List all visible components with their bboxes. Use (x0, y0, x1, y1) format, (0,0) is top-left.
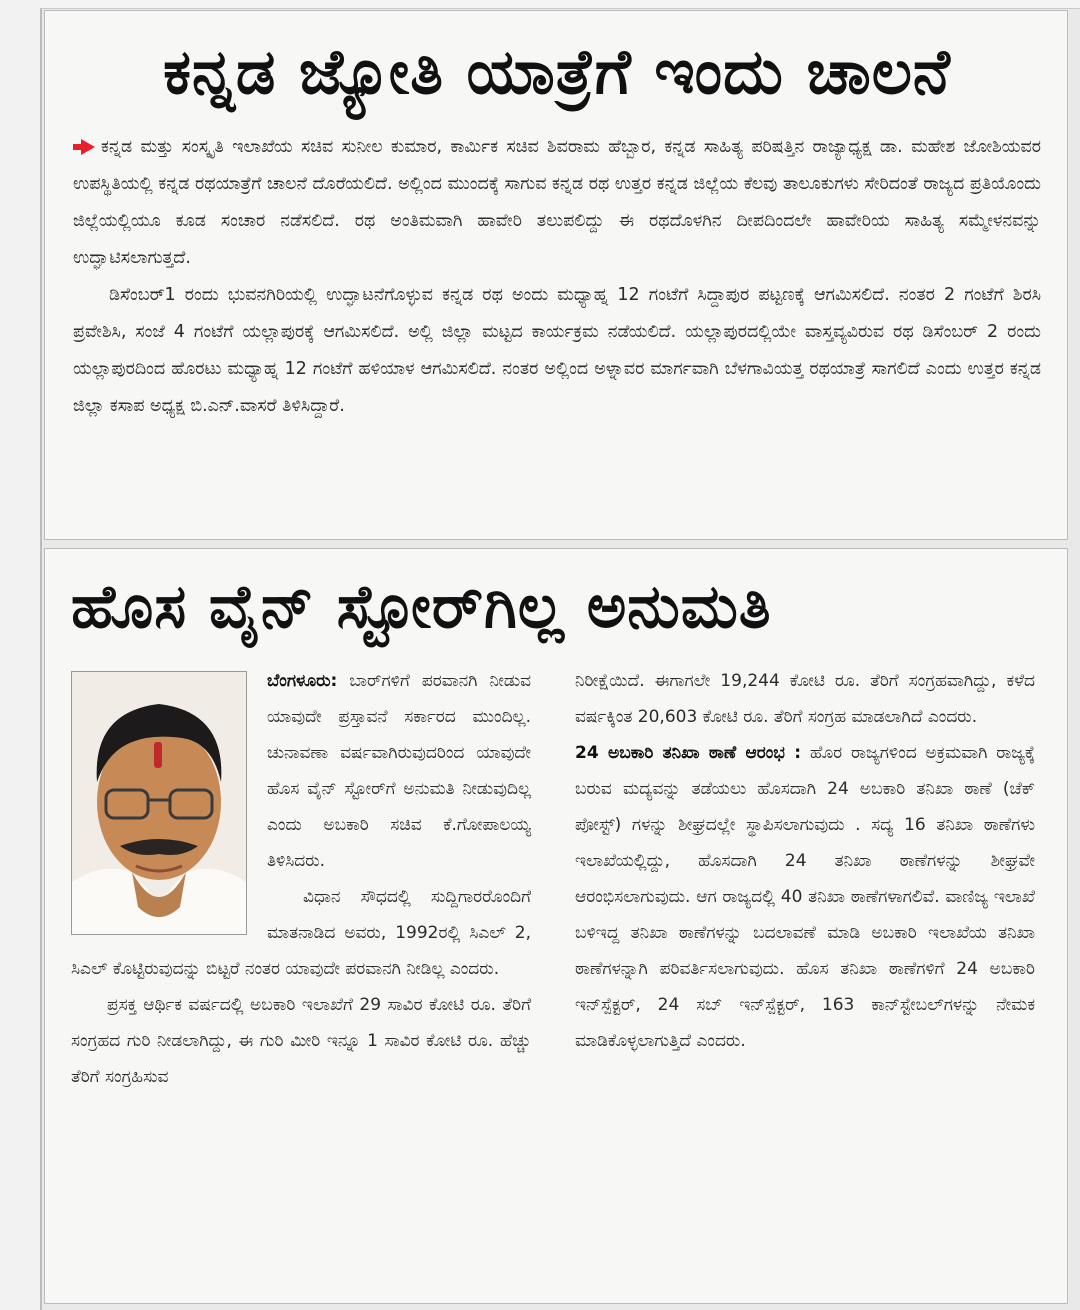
red-arrow-icon (73, 137, 101, 157)
minister-photo (71, 671, 247, 935)
article2-col1-para1 (71, 663, 531, 879)
article2-col2-para2 (575, 735, 1035, 1059)
article-wine-store (44, 548, 1068, 1304)
article2-headline: ಹೊಸ ವೈನ್ ಸ್ಟೋರ್‌ಗಿಲ್ಲ ಅನುಮತಿ (71, 572, 772, 642)
article2-column-left (71, 663, 531, 1095)
article2-col1-para1-text: ಬಾರ್‌ಗಳಿಗೆ ಪರವಾನಗಿ ನೀಡುವ ಯಾವುದೇ ಪ್ರಸ್ತಾವನೆ ಸರ್ಕಾರದ ಮುಂದಿಲ್ಲ. ಚುನಾವಣಾ ವರ್ಷವಾಗಿರುವುದರಿಂದ ಯಾವುದೇ ಹೊಸ ವೈನ್ ಸ್ಟೋರ್‌ಗೆ ಅನುಮತಿ ನೀಡುವುದಿಲ್ಲ ಎಂದು ಅಬಕಾರಿ ಸಚಿವ ಕೆ.ಗೋಪಾಲಯ್ಯ ತಿಳಿಸಿದರು. (267, 671, 532, 871)
article2-col2-para2-text: ಹೊರ ರಾಜ್ಯಗಳಿಂದ ಅಕ್ರಮವಾಗಿ ರಾಜ್ಯಕ್ಕೆ ಬರುವ ಮದ್ಯವನ್ನು ತಡೆಯಲು ಹೊಸದಾಗಿ 24 ಅಬಕಾರಿ ತನಿಖಾ ಠಾಣೆ (ಚೆಕ್ ಪೋಸ್ಟ್) ಗಳನ್ನು ಶೀಘ್ರದಲ್ಲೇ ಸ್ಥಾಪಿಸಲಾಗುವುದು . ಸದ್ಯ 16 ತನಿಖಾ ಠಾಣೆಗಳು ಇಲಾಖೆಯಲ್ಲಿದ್ದು, ಹೊಸದಾಗಿ 24 ತನಿಖಾ ಠಾಣೆಗಳನ್ನು ಶೀಘ್ರವೇ ಆರಂಭಿಸಲಾಗುವುದು. ಆಗ ರಾಜ್ಯದಲ್ಲಿ 40 ತನಿಖಾ ಠಾಣೆಗಳಾಗಲಿವೆ. ವಾಣಿಜ್ಯ ಇಲಾಖೆ ಬಳಿಇದ್ದ ತನಿಖಾ ಠಾಣೆಗಳನ್ನು ಬದಲಾವಣೆ ಮಾಡಿ ಅಬಕಾರಿ ಇಲಾಖೆಯ ತನಿಖಾ ಠಾಣೆಗಳನ್ನಾಗಿ ಪರಿವರ್ತಿಸಲಾಗುವುದು. ಹೊಸ ತನಿಖಾ ಠಾಣೆಗಳಿಗೆ 24 ಅಬಕಾರಿ ಇನ್‌ಸ್ಪೆಕ್ಟರ್, 24 ಸಬ್ ಇನ್‌ಸ್ಪೆಕ್ಟರ್, 163 ಕಾನ್‌ಸ್ಟೇಬಲ್‌ಗಳನ್ನು ನೇಮಕ ಮಾಡಿಕೊಳ್ಳಲಾಗುತ್ತಿದೆ ಎಂದರು. (575, 743, 1036, 1051)
article2-col1-para3: ಪ್ರಸಕ್ತ ಆರ್ಥಿಕ ವರ್ಷದಲ್ಲಿ ಅಬಕಾರಿ ಇಲಾಖೆಗೆ 29 ಸಾವಿರ ಕೋಟಿ ರೂ. ತೆರಿಗೆ ಸಂಗ್ರಹದ ಗುರಿ ನೀಡಲಾಗಿದ್ದು, ಈ ಗುರಿ ಮೀರಿ ಇನ್ನೂ 1 ಸಾವಿರ ಕೋಟಿ ರೂ. ಹೆಚ್ಚು ತೆರಿಗೆ ಸಂಗ್ರಹಿಸುವ (71, 995, 531, 1087)
minister-portrait (72, 672, 246, 934)
article2-col2-para1: ನಿರೀಕ್ಷೆಯಿದೆ. ಈಗಾಗಲೇ 19,244 ಕೋಟಿ ರೂ. ತೆರಿಗೆ ಸಂಗ್ರಹವಾಗಿದ್ದು, ಕಳೆದ ವರ್ಷಕ್ಕಿಂತ 20,603 ಕೋಟಿ ರೂ. ತೆರಿಗೆ ಸಂಗ್ರಹ ಮಾಡಲಾಗಿದೆ ಎಂದರು. (575, 671, 1035, 727)
article1-headline: ಕನ್ನಡ ಜ್ಯೋತಿ ಯಾತ್ರೆಗೆ ಇಂದು ಚಾಲನೆ (163, 35, 951, 108)
page-margin-top (40, 0, 1080, 9)
article-kannada-jyothi (44, 10, 1068, 540)
article1-para2: ಡಿಸೆಂಬರ್1 ರಂದು ಭುವನಗಿರಿಯಲ್ಲಿ ಉದ್ಘಾಟನೆಗೊಳ್ಳುವ ಕನ್ನಡ ರಥ ಅಂದು ಮಧ್ಯಾಹ್ನ 12 ಗಂಟೆಗೆ ಸಿದ್ದಾಪುರ ಪಟ್ಟಣಕ್ಕೆ ಆಗಮಿಸಲಿದೆ. ನಂತರ 2 ಗಂಟೆಗೆ ಶಿರಸಿ ಪ್ರವೇಶಿಸಿ, ಸಂಜೆ 4 ಗಂಟೆಗೆ ಯಲ್ಲಾಪುರಕ್ಕೆ ಆಗಮಿಸಲಿದೆ. ಅಲ್ಲಿ ಜಿಲ್ಲಾ ಮಟ್ಟದ ಕಾರ್ಯಕ್ರಮ ನಡೆಯಲಿದೆ. ಯಲ್ಲಾಪುರದಲ್ಲಿಯೇ ವಾಸ್ತವ್ಯವಿರುವ ರಥ ಡಿಸೆಂಬರ್ 2 ರಂದು ಯಲ್ಲಾಪುರದಿಂದ ಹೊರಟು ಮಧ್ಯಾಹ್ನ 12 ಗಂಟೆಗೆ ಹಳಿಯಾಳ ಆಗಮಿಸಲಿದೆ. ನಂತರ ಅಲ್ಲಿಂದ ಅಳ್ನಾವರ ಮಾರ್ಗವಾಗಿ ಬೆಳಗಾವಿಯತ್ತ ರಥಯಾತ್ರೆ ಸಾಗಲಿದೆ ಎಂದು ಉತ್ತರ ಕನ್ನಡ ಜಿಲ್ಲಾ ಕಸಾಪ ಅಧ್ಯಕ್ಷ ಬಿ.ಎನ್.ವಾಸರೆ ತಿಳಿಸಿದ್ದಾರೆ. (73, 285, 1041, 416)
page-margin-left (0, 0, 42, 1310)
article2-columns (71, 663, 1041, 1095)
article1-para1 (73, 129, 1041, 277)
article1-para1-text: ಕನ್ನಡ ಮತ್ತು ಸಂಸ್ಕೃತಿ ಇಲಾಖೆಯ ಸಚಿವ ಸುನೀಲ ಕುಮಾರ, ಕಾರ್ಮಿಕ ಸಚಿವ ಶಿವರಾಮ ಹೆಬ್ಬಾರ, ಕನ್ನಡ ಸಾಹಿತ್ಯ ಪರಿಷತ್ತಿನ ರಾಜ್ಯಾಧ್ಯಕ್ಷ ಡಾ. ಮಹೇಶ ಜೋಶಿಯವರ ಉಪಸ್ಥಿತಿಯಲ್ಲಿ ಕನ್ನಡ ರಥಯಾತ್ರೆಗೆ ಚಾಲನೆ ದೊರೆಯಲಿದೆ. ಅಲ್ಲಿಂದ ಮುಂದಕ್ಕೆ ಸಾಗುವ ಕನ್ನಡ ರಥ ಉತ್ತರ ಕನ್ನಡ ಜಿಲ್ಲೆಯ ಕೆಲವು ತಾಲೂಕುಗಳು ಸೇರಿದಂತೆ ರಾಜ್ಯದ ಪ್ರತಿಯೊಂದು ಜಿಲ್ಲೆಯಲ್ಲಿಯೂ ಕೂಡ ಸಂಚಾರ ನಡೆಸಲಿದೆ. ರಥ ಅಂತಿಮವಾಗಿ ಹಾವೇರಿ ತಲುಪಲಿದ್ದು ಈ ರಥದೊಳಗಿನ ದೀಪದಿಂದಲೇ ಹಾವೇರಿಯ ಸಾಹಿತ್ಯ ಸಮ್ಮೇಳನವನ್ನು ಉದ್ಘಾಟಿಸಲಾಗುತ್ತದೆ. (73, 137, 1041, 268)
article2-col1-para2: ವಿಧಾನ ಸೌಧದಲ್ಲಿ ಸುದ್ದಿಗಾರರೊಂದಿಗೆ ಮಾತನಾಡಿದ ಅವರು, 1992ರಲ್ಲಿ ಸಿಎಲ್ 2, ಸಿಎಲ್ ಕೊಟ್ಟಿರುವುದನ್ನು ಬಿಟ್ಟರೆ ನಂತರ ಯಾವುದೇ ಪರವಾನಗಿ ನೀಡಿಲ್ಲ ಎಂದರು. (71, 887, 531, 979)
dateline: ಬೆಂಗಳೂರು: (267, 671, 338, 691)
article2-column-right (575, 663, 1035, 1095)
article2-subheading: 24 ಅಬಕಾರಿ ತನಿಖಾ ಠಾಣೆ ಆರಂಭ : (575, 743, 802, 763)
